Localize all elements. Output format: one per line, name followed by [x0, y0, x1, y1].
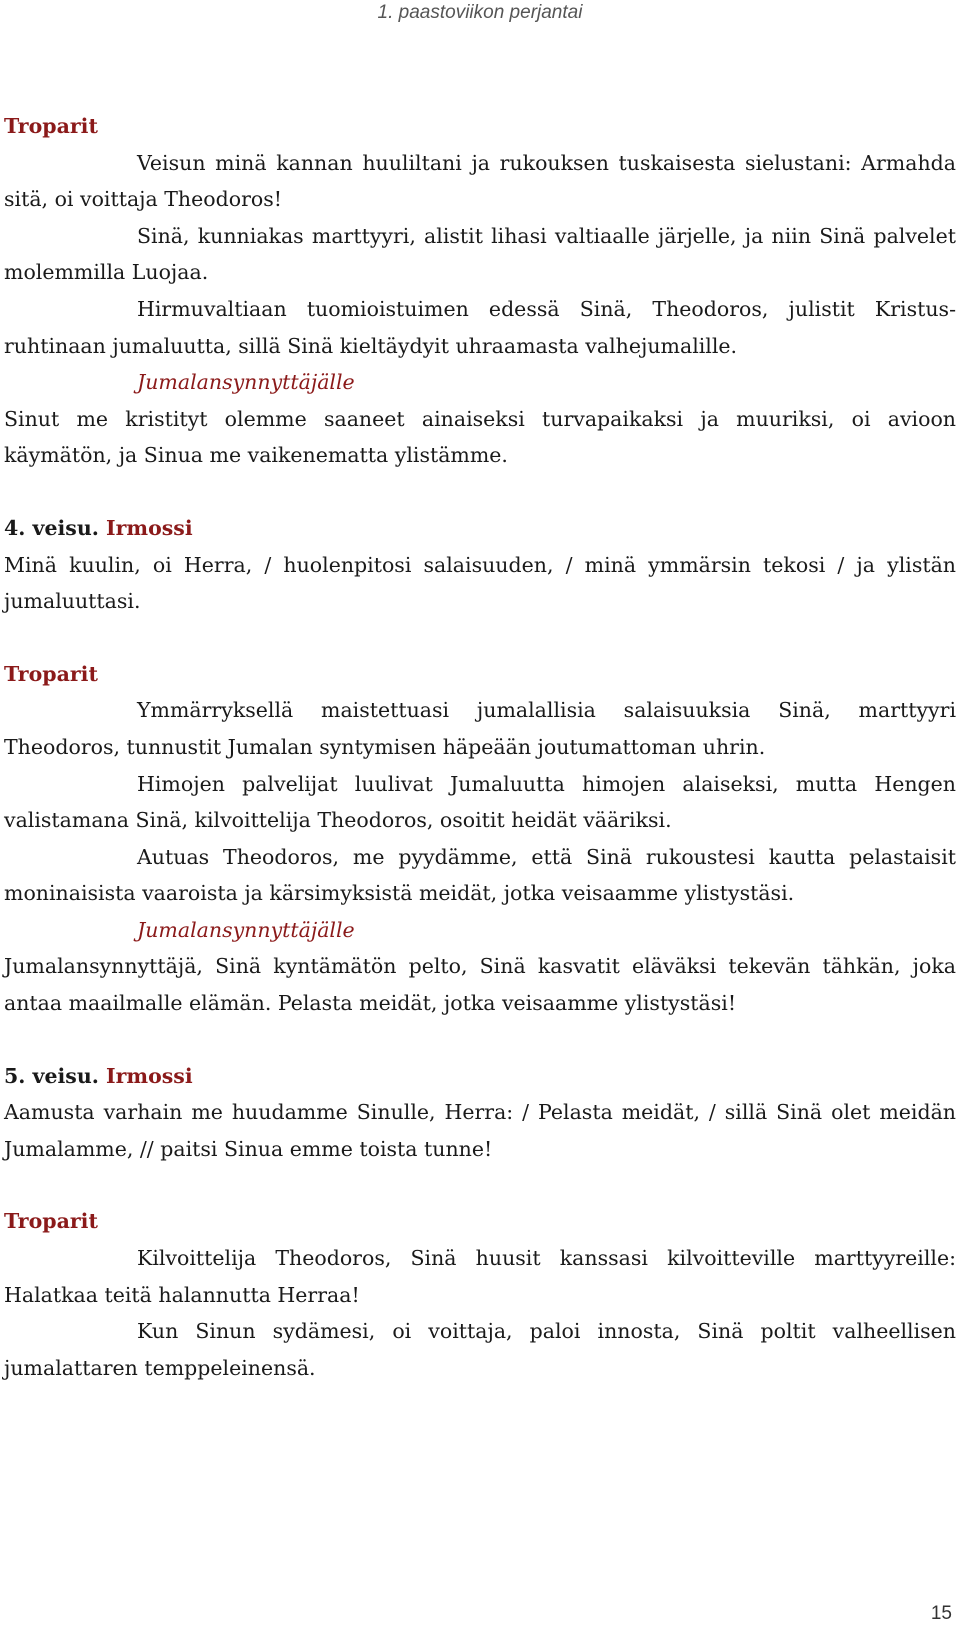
- subheading-theotokion: Jumalansynnyttäjälle: [137, 370, 355, 395]
- ode-label: Irmossi: [106, 1063, 193, 1088]
- page-body: [4, 108, 956, 1386]
- paragraph: Autuas Theodoros, me pyydämme, että Sinä rukoustesi kautta pelastaisit moninaisista vaaroista ja kärsimyksistä meidät, jotka veisaamme ylistystäsi.: [4, 844, 956, 906]
- spacer: [4, 1022, 956, 1058]
- irmos-text: Aamusta varhain me huudamme Sinulle, Herra: / Pelasta meidät, / sillä Sinä olet meidän Jumalamme, // paitsi Sinua emme toista tunne!: [4, 1100, 956, 1161]
- section-heading-troparit: Troparit: [4, 114, 98, 138]
- paragraph: Kilvoittelija Theodoros, Sinä huusit kanssasi kilvoitteville marttyyreille: Halatkaa teitä halannutta Herraa!: [4, 1246, 956, 1307]
- running-header: 1. paastoviikon perjantai: [377, 2, 583, 23]
- ode-heading: [4, 1058, 956, 1095]
- paragraph: Hirmuvaltiaan tuomioistuimen edessä Sinä, Theodoros, julistit Kristus-ruhtinaan jumaluutta, sillä Sinä kieltäydyit uhraamasta valhejumalille.: [4, 296, 956, 358]
- section-heading-troparit: Troparit: [4, 1209, 98, 1234]
- paragraph: Jumalansynnyttäjä, Sinä kyntämätön pelto, Sinä kasvatit eläväksi tekevän tähkän, joka antaa maailmalle elämän. Pelasta meidät, jotka veisaamme ylistystäsi!: [4, 954, 956, 1016]
- ode-heading: [4, 510, 956, 547]
- paragraph: Veisun minä kannan huuliltani ja rukouksen tuskaisesta sielustani: Armahda sitä, oi voittaja Theodoros!: [4, 150, 956, 212]
- spacer: [4, 474, 956, 510]
- paragraph: Sinut me kristityt olemme saaneet ainaiseksi turvapaikaksi ja muuriksi, oi avioon käymätön, ja Sinua me vaikenematta ylistämme.: [4, 406, 956, 468]
- paragraph: Sinä, kunniakas marttyyri, alistit lihasi valtiaalle järjelle, ja niin Sinä palvelet molemmilla Luojaa.: [4, 223, 956, 285]
- ode-label: Irmossi: [106, 515, 193, 540]
- subheading-theotokion: Jumalansynnyttäjälle: [137, 917, 355, 942]
- ode-number: 5. veisu.: [4, 1063, 99, 1088]
- section-heading-troparit: Troparit: [4, 661, 98, 686]
- spacer: [4, 620, 956, 656]
- paragraph: Kun Sinun sydämesi, oi voittaja, paloi innosta, Sinä poltit valheellisen jumalattaren temppeleinensä.: [4, 1319, 956, 1380]
- paragraph: Himojen palvelijat luulivat Jumaluutta himojen alaiseksi, mutta Hengen valistamana Sinä, kilvoittelija Theodoros, osoitit heidät vääriksi.: [4, 771, 956, 833]
- page-number: 15: [930, 1603, 952, 1624]
- paragraph: Ymmärryksellä maistettuasi jumalallisia salaisuuksia Sinä, marttyyri Theodoros, tunnustit Jumalan syntymisen häpeään joutumattoman uhrin.: [4, 698, 956, 759]
- irmos-text: Minä kuulin, oi Herra, / huolenpitosi salaisuuden, / minä ymmärsin tekosi / ja ylistän jumaluuttasi.: [4, 552, 956, 614]
- spacer: [4, 1167, 956, 1203]
- ode-number: 4. veisu.: [4, 515, 99, 540]
